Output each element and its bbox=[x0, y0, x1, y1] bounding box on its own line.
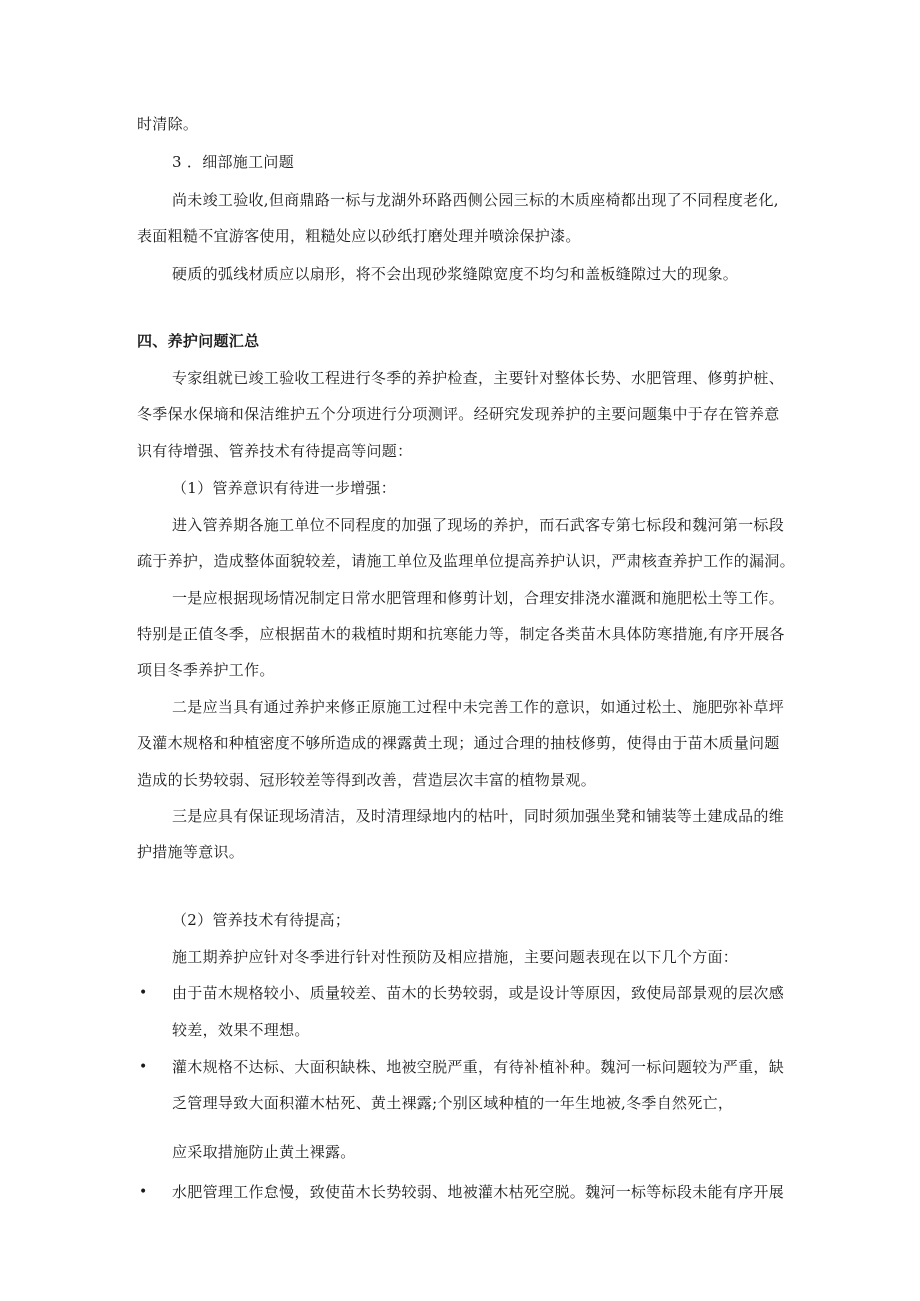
paragraph-line: 三是应具有保证现场清洁，及时清理绿地内的枯叶，同时须加强坐凳和铺装等土建成品的维 bbox=[172, 807, 785, 825]
section-3-title: 3 ．细部施工问题 bbox=[172, 153, 295, 171]
subsection-1-title: （1）管养意识有待进一步增强： bbox=[172, 479, 397, 497]
list-item-line: 应采取措施防止黄土裸露。 bbox=[172, 1143, 356, 1161]
paragraph-line: 二是应当具有通过养护来修正原施工过程中未完善工作的意识，如通过松土、施肥弥补草坪 bbox=[172, 698, 785, 716]
paragraph-line: 造成的长势较弱、冠形较差等得到改善，营造层次丰富的植物景观。 bbox=[137, 771, 597, 789]
bullet-marker: • bbox=[139, 1059, 148, 1075]
paragraph-line: 冬季保水保墒和保洁维护五个分项进行分项测评。经研究发现养护的主要问题集中于存在管养意 bbox=[137, 405, 780, 423]
list-item-line: 乏管理导致大面积灌木枯死、黄土裸露;个别区域种植的一年生地被,冬季自然死亡， bbox=[172, 1094, 734, 1112]
paragraph-line: 疏于养护，造成整体面貌较差，请施工单位及监理单位提高养护认识，严肃核查养护工作的漏洞。 bbox=[137, 552, 795, 570]
bullet-marker: • bbox=[139, 1184, 148, 1200]
list-item-line: 灌木规格不达标、大面积缺株、地被空脱严重，有待补植补种。魏河一标问题较为严重，缺 bbox=[172, 1058, 785, 1076]
section-4-heading: 四、养护问题汇总 bbox=[137, 332, 260, 350]
list-item-line: 由于苗木规格较小、质量较差、苗木的长势较弱，或是设计等原因，致使局部景观的层次感 bbox=[172, 984, 785, 1002]
paragraph-line: 特别是正值冬季，应根据苗木的栽植时期和抗寒能力等，制定各类苗木具体防寒措施,有序开展各 bbox=[137, 625, 785, 643]
paragraph-line: 进入管养期各施工单位不同程度的加强了现场的养护，而石武客专第七标段和魏河第一标段 bbox=[172, 516, 785, 534]
subsection-2-title: （2）管养技术有待提高； bbox=[172, 911, 351, 929]
paragraph-line: 施工期养护应针对冬季进行针对性预防及相应措施，主要问题表现在以下几个方面： bbox=[172, 948, 739, 966]
list-item-line: 较差，效果不理想。 bbox=[172, 1021, 310, 1039]
list-item-line: 水肥管理工作怠慢，致使苗木长势较弱、地被灌木枯死空脱。魏河一标等标段未能有序开展 bbox=[172, 1183, 785, 1201]
paragraph-line: 表面粗糙不宜游客使用，粗糙处应以砂纸打磨处理并喷涂保护漆。 bbox=[137, 227, 581, 245]
paragraph-line: 项目冬季养护工作。 bbox=[137, 661, 275, 679]
paragraph-line: 及灌木规格和种植密度不够所造成的裸露黄土现；通过合理的抽枝修剪，使得由于苗木质量问题 bbox=[137, 734, 780, 752]
paragraph-line: 硬质的弧线材质应以扇形，将不会出现砂浆缝隙宽度不均匀和盖板缝隙过大的现象。 bbox=[172, 265, 739, 283]
paragraph-line: 一是应根据现场情况制定日常水肥管理和修剪计划，合理安排浇水灌溉和施肥松土等工作。 bbox=[172, 589, 785, 607]
paragraph-line: 尚未竣工验收,但商鼎路一标与龙湖外环路西侧公园三标的木质座椅都出现了不同程度老化, bbox=[172, 191, 779, 209]
bullet-marker: • bbox=[139, 985, 148, 1001]
paragraph-continuation: 时清除。 bbox=[137, 115, 199, 133]
paragraph-line: 护措施等意识。 bbox=[137, 843, 245, 861]
paragraph-line: 专家组就已竣工验收工程进行冬季的养护检查，主要针对整体长势、水肥管理、修剪护桩、 bbox=[172, 369, 785, 387]
paragraph-line: 识有待增强、管养技术有待提高等问题： bbox=[137, 442, 413, 460]
